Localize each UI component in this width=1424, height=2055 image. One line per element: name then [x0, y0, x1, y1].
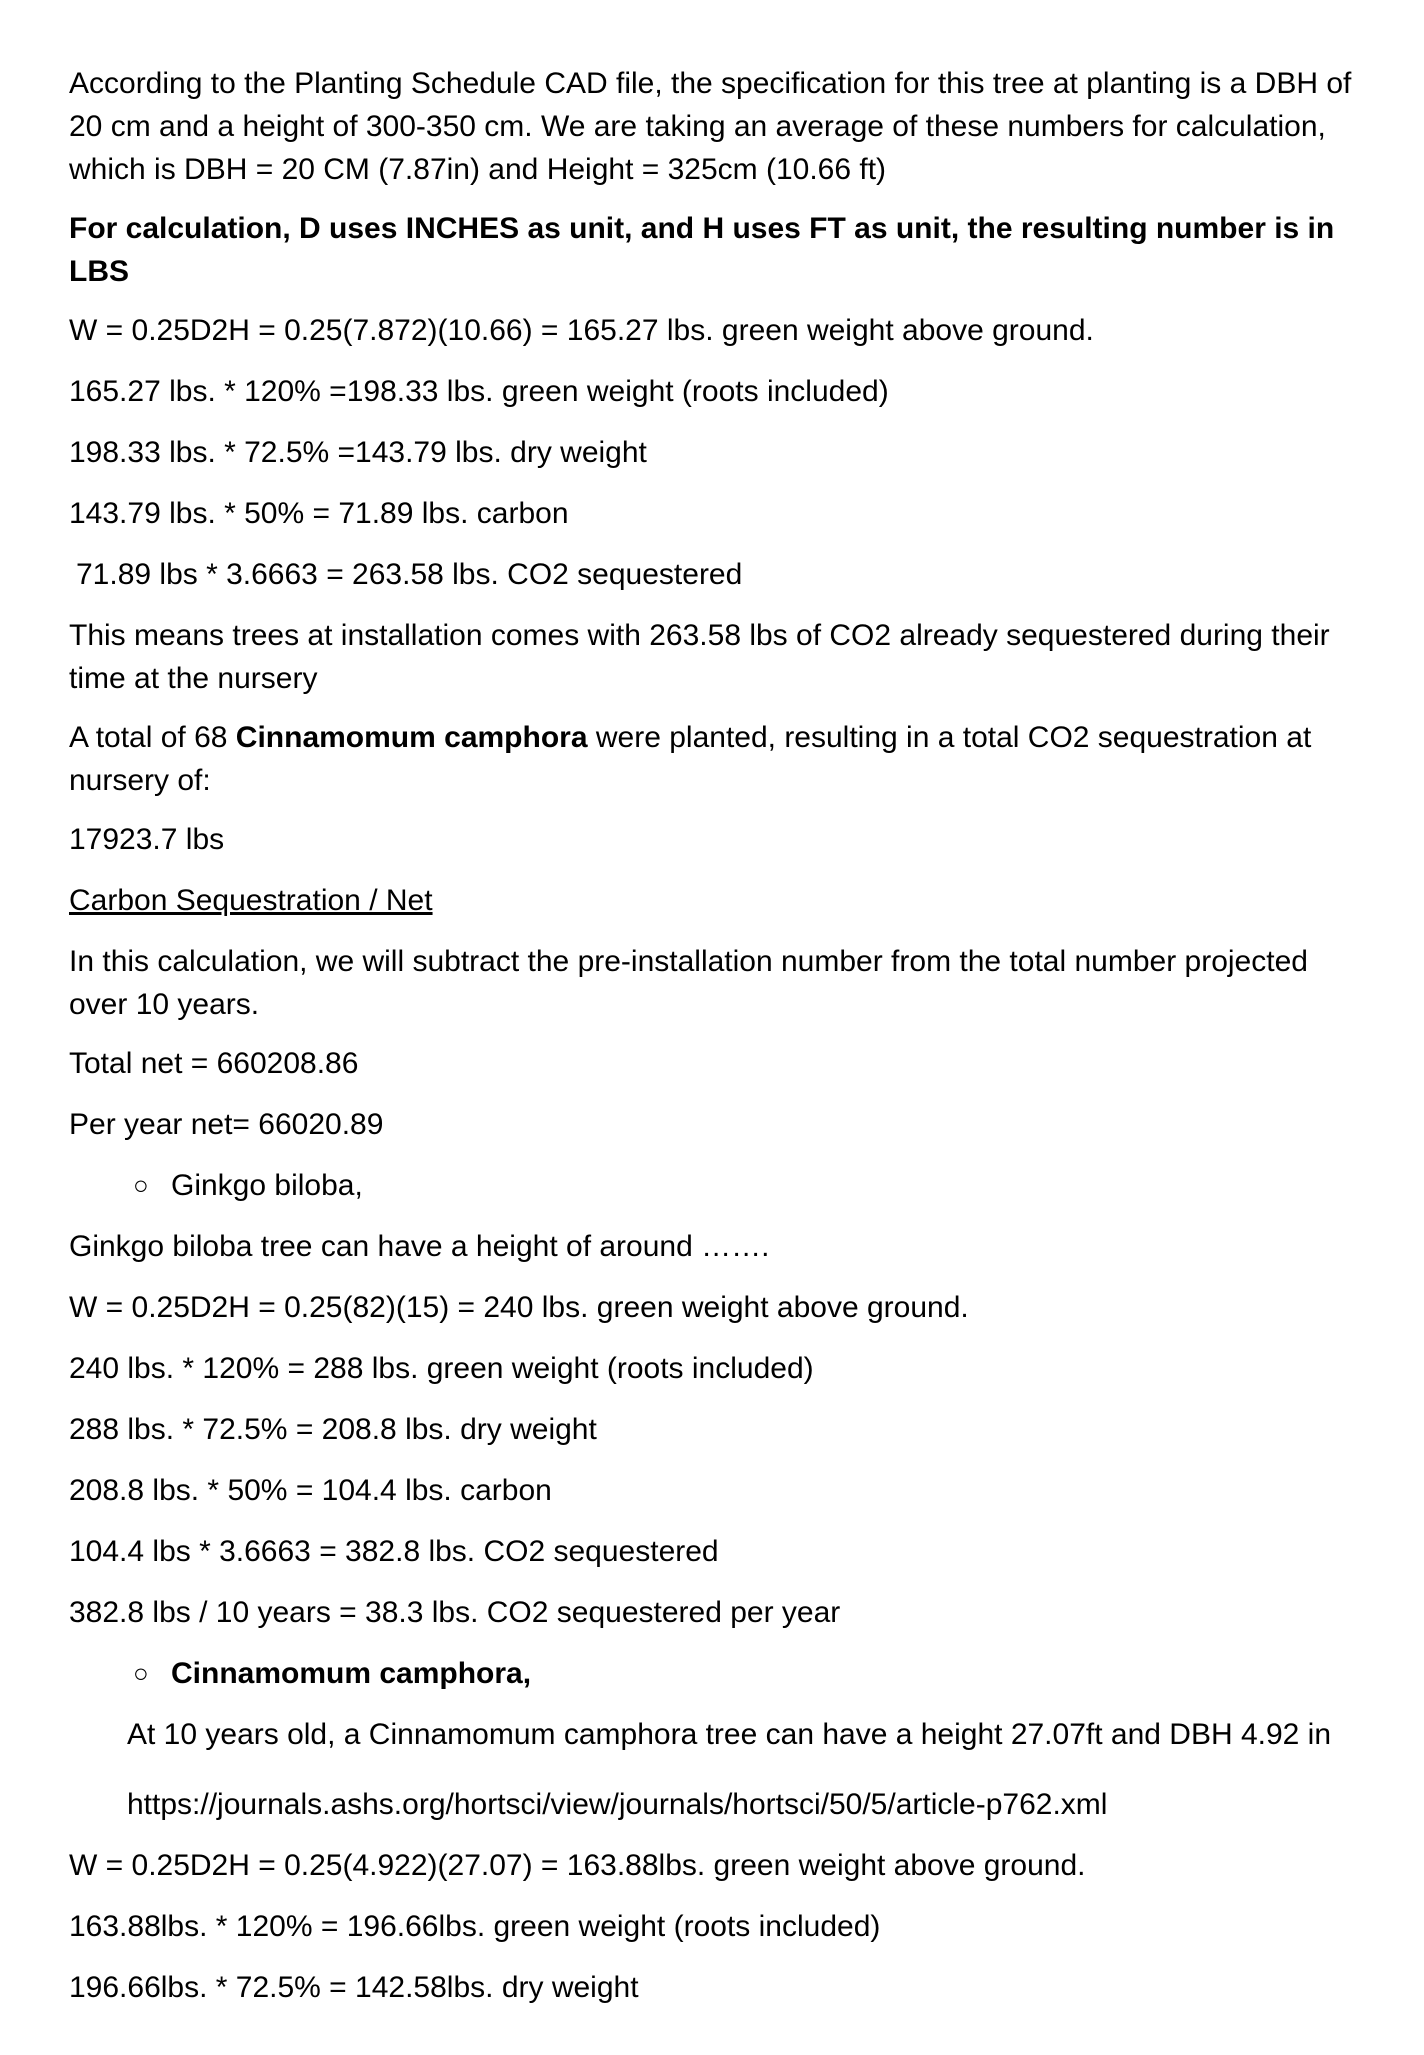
calc-line: 240 lbs. * 120% = 288 lbs. green weight (roots included) [69, 1352, 814, 1385]
hollow-circle-icon: ○ [133, 1170, 149, 1200]
intro-paragraph: According to the Planting Schedule CAD file, the specification for this tree at planting is a DBH of 20 cm and a height of 300-350 cm. We are taking an average of these numbers for calculation, which is DBH = 20 CM (7.87in) and Height = 325cm (10.66 ft) [69, 67, 1352, 186]
source-link[interactable]: https://journals.ashs.org/hortsci/view/journals/hortsci/50/5/article-p762.xml [127, 1788, 1108, 1821]
total-planted-paragraph [69, 716, 1359, 802]
per-year-net: Per year net= 66020.89 [69, 1108, 384, 1141]
calc-line: 196.66lbs. * 72.5% = 142.58lbs. dry weight [69, 1971, 639, 2004]
calc-line: 288 lbs. * 72.5% = 208.8 lbs. dry weight [69, 1413, 597, 1446]
total-planted-suffix: were planted, resulting in a total CO2 sequestration at nursery of: [69, 721, 1312, 797]
unit-note: For calculation, D uses INCHES as unit, and H uses FT as unit, the resulting number is in LBS [69, 212, 1335, 288]
camphora-intro: At 10 years old, a Cinnamomum camphora tree can have a height 27.07ft and DBH 4.92 in [127, 1718, 1332, 1751]
camphora-heading: Cinnamomum camphora, [171, 1657, 532, 1690]
calc-line: 198.33 lbs. * 72.5% =143.79 lbs. dry weight [69, 436, 647, 469]
calc-line: 163.88lbs. * 120% = 196.66lbs. green weight (roots included) [69, 1910, 881, 1943]
ginkgo-intro: Ginkgo biloba tree can have a height of around ……. [69, 1230, 770, 1263]
total-planted-prefix: A total of 68 [69, 721, 236, 754]
hollow-circle-icon: ○ [133, 1658, 149, 1688]
calc-line: 143.79 lbs. * 50% = 71.89 lbs. carbon [69, 497, 569, 530]
calc-line: 208.8 lbs. * 50% = 104.4 lbs. carbon [69, 1474, 552, 1507]
camphora-bullet [69, 1652, 1359, 1695]
calc-line: 104.4 lbs * 3.6663 = 382.8 lbs. CO2 sequestered [69, 1535, 719, 1568]
document-page [69, 62, 1359, 2009]
species-name: Cinnamomum camphora [235, 721, 588, 754]
ginkgo-bullet [69, 1164, 1359, 1207]
net-heading: Carbon Sequestration / Net [69, 884, 433, 917]
installation-paragraph: This means trees at installation comes with 263.58 lbs of CO2 already sequestered during their time at the nursery [69, 619, 1330, 695]
calc-line: 71.89 lbs * 3.6663 = 263.58 lbs. CO2 sequestered [76, 558, 743, 591]
ginkgo-heading: Ginkgo biloba, [171, 1169, 363, 1202]
calc-line: 165.27 lbs. * 120% =198.33 lbs. green weight (roots included) [69, 375, 889, 408]
calc-line: W = 0.25D2H = 0.25(82)(15) = 240 lbs. green weight above ground. [69, 1291, 969, 1324]
total-nursery-value: 17923.7 lbs [69, 823, 225, 856]
calc-line: 382.8 lbs / 10 years = 38.3 lbs. CO2 sequestered per year [69, 1596, 841, 1629]
calc-line: W = 0.25D2H = 0.25(4.922)(27.07) = 163.88lbs. green weight above ground. [69, 1849, 1086, 1882]
total-net: Total net = 660208.86 [69, 1047, 359, 1080]
net-description: In this calculation, we will subtract the pre-installation number from the total number projected over 10 years. [69, 945, 1308, 1021]
calc-line: W = 0.25D2H = 0.25(7.872)(10.66) = 165.27 lbs. green weight above ground. [69, 314, 1094, 347]
